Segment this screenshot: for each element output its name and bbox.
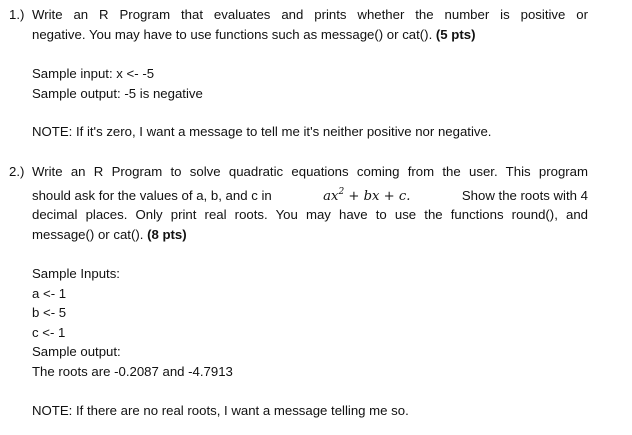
q2-note: NOTE: If there are no real roots, I want a message telling me so. bbox=[32, 403, 409, 418]
q2-input-c: c <- 1 bbox=[32, 325, 66, 340]
q2-number: 2.) bbox=[9, 164, 25, 179]
eq-rest: + bx + c. bbox=[344, 189, 411, 204]
q1-sample-input: Sample input: x <- -5 bbox=[32, 66, 155, 81]
eq-ax: ax bbox=[323, 189, 339, 204]
q2-sample-output-label: Sample output: bbox=[32, 344, 121, 359]
eq-exponent: 2 bbox=[338, 187, 345, 197]
q2-text-line4 bbox=[32, 227, 187, 243]
q2-text-line1: Write an R Program to solve quadratic equations coming from the user. This program bbox=[32, 164, 588, 179]
q1-note: NOTE: If it's zero, I want a message to tell me it's neither positive nor negative. bbox=[32, 124, 492, 139]
q1-text: negative. You may have to use functions such as message() or cat(). bbox=[32, 27, 433, 42]
q2-text-line2 bbox=[32, 188, 588, 205]
q2-text-pre: should ask for the values of a, b, and c in bbox=[32, 188, 272, 203]
q2-text-line3: decimal places. Only print real roots. You may have to use the functions round(), and bbox=[32, 207, 588, 222]
q1-text-line2 bbox=[32, 27, 475, 43]
q2-input-a: a <- 1 bbox=[32, 286, 67, 301]
q2-text-post: Show the roots with 4 bbox=[461, 188, 588, 203]
q1-sample-output: Sample output: -5 is negative bbox=[32, 86, 203, 101]
q2-sample-inputs-label: Sample Inputs: bbox=[32, 266, 120, 281]
q2-points: (8 pts) bbox=[147, 227, 187, 242]
q1-number: 1.) bbox=[9, 7, 25, 22]
q2-input-b: b <- 5 bbox=[32, 305, 67, 320]
q2-text: message() or cat(). bbox=[32, 227, 144, 242]
q1-points: (5 pts) bbox=[435, 27, 476, 42]
q2-sample-output: The roots are -0.2087 and -4.7913 bbox=[32, 364, 233, 379]
q1-text-line1: Write an R Program that evaluates and prints whether the number is positive or bbox=[32, 7, 588, 22]
quadratic-expression bbox=[323, 189, 410, 205]
